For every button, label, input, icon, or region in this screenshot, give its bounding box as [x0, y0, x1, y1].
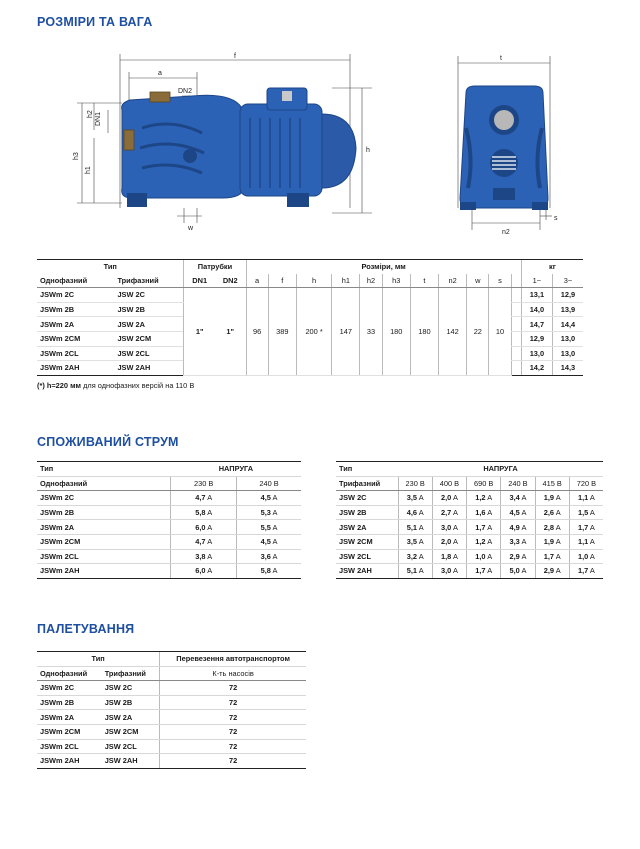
- dims-h: 200 *: [296, 288, 331, 376]
- current-model: JSWm 2C: [37, 491, 171, 506]
- dims-w1: 14,7: [521, 317, 552, 332]
- current-three-type-header: Тип: [336, 462, 398, 477]
- label-dn1: DN1: [95, 111, 102, 126]
- current-value: 2,0: [441, 493, 452, 503]
- current-value: 2,0: [441, 537, 452, 547]
- label-h2: h2: [87, 110, 94, 118]
- unit-label: A: [272, 551, 278, 561]
- current-value: 2,6: [543, 508, 555, 518]
- dims-row-three: JSW 2CM: [114, 331, 184, 346]
- unit-label: A: [452, 522, 458, 532]
- current-value: 1,1: [577, 537, 589, 547]
- section-title-current: СПОЖИВАНИЙ СТРУМ: [37, 435, 179, 449]
- current-value: 2,9: [509, 551, 520, 561]
- current-model: JSWm 2CM: [37, 534, 171, 549]
- dims-w1: 13,0: [521, 346, 552, 361]
- unit-label: A: [589, 508, 595, 518]
- unit-label: A: [521, 537, 527, 547]
- current-model: JSW 2CL: [336, 549, 398, 564]
- pallet-three: JSW 2B: [102, 695, 160, 710]
- dims-h3: 180: [382, 288, 410, 376]
- dims-row-single: JSWm 2CM: [37, 331, 114, 346]
- current-value: 4,7: [195, 493, 206, 503]
- unit-label: A: [452, 493, 458, 503]
- current-value: 4,5: [509, 508, 520, 518]
- current-value: 4,5: [260, 537, 271, 547]
- label-n2: n2: [502, 229, 510, 236]
- pallet-single: JSWm 2A: [37, 710, 102, 725]
- current-value: 1,0: [475, 551, 486, 561]
- current-value: 5,3: [260, 508, 271, 518]
- dims-w3: 14,3: [552, 361, 583, 376]
- current-value: 1,7: [475, 522, 486, 532]
- unit-label: A: [487, 508, 493, 518]
- pallet-three: JSW 2A: [102, 710, 160, 725]
- current-value: 2,7: [441, 508, 452, 518]
- volt-col: 720 В: [569, 476, 603, 491]
- unit-label: A: [487, 493, 493, 503]
- unit-label: A: [452, 551, 458, 561]
- col-h: h: [296, 274, 331, 288]
- current-value: 3,3: [509, 537, 520, 547]
- unit-label: A: [418, 493, 424, 503]
- dims-dn2: 1": [215, 288, 246, 376]
- col-w: w: [467, 274, 489, 288]
- dims-f: 389: [268, 288, 296, 376]
- current-value: 1,1: [577, 493, 589, 503]
- label-s: s: [554, 215, 558, 222]
- unit-label: A: [487, 551, 493, 561]
- current-value: 3,6: [260, 551, 271, 561]
- unit-label: A: [521, 493, 527, 503]
- dims-type-header: Тип: [37, 260, 184, 274]
- section-title-pallet: ПАЛЕТУВАННЯ: [37, 622, 135, 636]
- dims-footnote: [37, 381, 194, 390]
- unit-label: A: [452, 508, 458, 518]
- current-model: JSW 2AH: [336, 564, 398, 579]
- current-value: 5,1: [406, 566, 418, 576]
- unit-label: A: [418, 508, 424, 518]
- current-value: 3,5: [406, 493, 418, 503]
- unit-label: A: [589, 522, 595, 532]
- col-dn1: DN1: [184, 274, 215, 288]
- unit-label: A: [555, 493, 561, 503]
- dims-w3: 13,0: [552, 346, 583, 361]
- current-value: 1,7: [543, 551, 555, 561]
- label-h1: h1: [85, 166, 92, 174]
- label-t: t: [500, 55, 502, 62]
- dims-n2: 142: [439, 288, 467, 376]
- label-w: w: [188, 225, 194, 232]
- col-f: f: [268, 274, 296, 288]
- dims-h2: 33: [360, 288, 382, 376]
- current-three-sub-header: Трифазний: [336, 476, 398, 491]
- current-value: 4,7: [195, 537, 206, 547]
- volt-col: 415 В: [535, 476, 569, 491]
- current-value: 3,0: [441, 522, 452, 532]
- unit-label: A: [207, 493, 213, 503]
- pallet-qty-header: К-ть насосів: [160, 666, 306, 681]
- current-three-table: [336, 461, 603, 579]
- current-value: 5,5: [260, 522, 271, 532]
- unit-label: A: [555, 537, 561, 547]
- col-a: a: [246, 274, 268, 288]
- dims-w3: 13,0: [552, 331, 583, 346]
- unit-label: A: [207, 566, 213, 576]
- current-value: 1,7: [577, 566, 589, 576]
- dims-w3: 14,4: [552, 317, 583, 332]
- dims-w3: 13,9: [552, 302, 583, 317]
- current-value: 5,8: [195, 508, 206, 518]
- pump-side-view-diagram: [72, 48, 382, 238]
- current-model: JSWm 2AH: [37, 564, 171, 579]
- pallet-single: JSWm 2B: [37, 695, 102, 710]
- dims-row-single: JSWm 2C: [37, 288, 114, 303]
- col-single: Однофазний: [37, 274, 114, 288]
- dims-row-single: JSWm 2CL: [37, 346, 114, 361]
- unit-label: A: [521, 566, 527, 576]
- dims-table: [37, 259, 583, 376]
- pallet-three: JSW 2CL: [102, 739, 160, 754]
- unit-label: A: [521, 551, 527, 561]
- dims-footnote-text: для однофазних версій на 110 В: [81, 381, 195, 390]
- dims-row-single: JSWm 2B: [37, 302, 114, 317]
- col-w3: 3~: [552, 274, 583, 288]
- pallet-three: JSW 2CM: [102, 724, 160, 739]
- col-h3: h3: [382, 274, 410, 288]
- current-model: JSW 2A: [336, 520, 398, 535]
- current-value: 2,9: [543, 566, 555, 576]
- pallet-single: JSWm 2CM: [37, 724, 102, 739]
- current-model: JSW 2C: [336, 491, 398, 506]
- current-value: 1,5: [577, 508, 589, 518]
- col-three: Трифазний: [114, 274, 184, 288]
- unit-label: A: [272, 537, 278, 547]
- label-f: f: [234, 53, 236, 60]
- dims-row-three: JSW 2C: [114, 288, 184, 303]
- unit-label: A: [555, 508, 561, 518]
- current-value: 1,9: [543, 493, 555, 503]
- unit-label: A: [555, 566, 561, 576]
- unit-label: A: [589, 537, 595, 547]
- current-value: 3,2: [406, 551, 418, 561]
- dims-a: 96: [246, 288, 268, 376]
- pallet-three: JSW 2C: [102, 681, 160, 696]
- unit-label: A: [207, 537, 213, 547]
- dims-row-three: JSW 2AH: [114, 361, 184, 376]
- pallet-col-three: Трифазний: [102, 666, 160, 681]
- unit-label: A: [589, 493, 595, 503]
- dims-row-three: JSW 2B: [114, 302, 184, 317]
- label-a: a: [158, 70, 162, 77]
- pallet-table: [37, 651, 306, 769]
- pallet-single: JSWm 2C: [37, 681, 102, 696]
- current-value: 4,5: [260, 493, 271, 503]
- current-model: JSWm 2B: [37, 505, 171, 520]
- current-value: 3,8: [195, 551, 206, 561]
- pallet-qty: 72: [160, 754, 306, 769]
- unit-label: A: [452, 537, 458, 547]
- volt-col: 400 В: [432, 476, 466, 491]
- dims-w: 22: [467, 288, 489, 376]
- unit-label: A: [418, 551, 424, 561]
- pallet-qty: 72: [160, 681, 306, 696]
- label-h3: h3: [73, 152, 80, 160]
- pallet-three: JSW 2AH: [102, 754, 160, 769]
- volt-col: 240 В: [237, 476, 301, 491]
- unit-label: A: [418, 537, 424, 547]
- label-h: h: [366, 147, 370, 154]
- pallet-col-single: Однофазний: [37, 666, 102, 681]
- dims-h1: 147: [332, 288, 360, 376]
- pallet-qty: 72: [160, 724, 306, 739]
- unit-label: A: [589, 566, 595, 576]
- dims-w1: 14,0: [521, 302, 552, 317]
- col-s: s: [489, 274, 511, 288]
- current-value: 1,7: [577, 522, 589, 532]
- current-value: 1,0: [577, 551, 589, 561]
- current-value: 5,1: [406, 522, 418, 532]
- dims-row-three: JSW 2CL: [114, 346, 184, 361]
- pallet-qty: 72: [160, 739, 306, 754]
- col-h2: h2: [360, 274, 382, 288]
- dims-row-single: JSWm 2A: [37, 317, 114, 332]
- dims-s: 10: [489, 288, 511, 376]
- volt-col: 230 В: [171, 476, 237, 491]
- pallet-single: JSWm 2CL: [37, 739, 102, 754]
- current-single-sub-header: Однофазний: [37, 476, 171, 491]
- dims-w3: 12,9: [552, 288, 583, 303]
- current-value: 5,0: [509, 566, 520, 576]
- unit-label: A: [207, 508, 213, 518]
- current-value: 3,0: [441, 566, 452, 576]
- unit-label: A: [452, 566, 458, 576]
- dims-footnote-bold: (*) h=220 мм: [37, 381, 82, 390]
- unit-label: A: [555, 551, 561, 561]
- unit-label: A: [521, 522, 527, 532]
- col-dn2: DN2: [215, 274, 246, 288]
- current-value: 1,7: [475, 566, 486, 576]
- current-value: 1,9: [543, 537, 555, 547]
- current-single-voltage-header: НАПРУГА: [171, 462, 301, 477]
- dims-w1: 12,9: [521, 331, 552, 346]
- current-value: 1,6: [475, 508, 486, 518]
- unit-label: A: [555, 522, 561, 532]
- current-value: 5,8: [260, 566, 271, 576]
- unit-label: A: [487, 566, 493, 576]
- unit-label: A: [207, 551, 213, 561]
- current-model: JSWm 2A: [37, 520, 171, 535]
- dims-sizes-header: Розміри, мм: [246, 260, 521, 274]
- pallet-transport-header: Перевезення автотранспортом: [160, 652, 306, 667]
- unit-label: A: [487, 537, 493, 547]
- dims-ports-header: Патрубки: [184, 260, 246, 274]
- pallet-qty: 72: [160, 695, 306, 710]
- dims-w1: 13,1: [521, 288, 552, 303]
- unit-label: A: [272, 493, 278, 503]
- pallet-qty: 72: [160, 710, 306, 725]
- current-value: 1,2: [475, 537, 486, 547]
- dims-w1: 14,2: [521, 361, 552, 376]
- col-w1: 1~: [521, 274, 552, 288]
- label-dn2: DN2: [178, 88, 193, 95]
- dims-t: 180: [410, 288, 438, 376]
- current-value: 2,8: [543, 522, 555, 532]
- dims-weight-header: кг: [521, 260, 583, 274]
- col-n2: n2: [439, 274, 467, 288]
- unit-label: A: [418, 522, 424, 532]
- current-three-voltage-header: НАПРУГА: [398, 462, 603, 477]
- pallet-type-header: Тип: [37, 652, 160, 667]
- current-value: 1,2: [475, 493, 486, 503]
- unit-label: A: [272, 508, 278, 518]
- pump-front-view-diagram: [430, 48, 570, 240]
- current-value: 4,6: [406, 508, 418, 518]
- dims-row-three: JSW 2A: [114, 317, 184, 332]
- unit-label: A: [418, 566, 424, 576]
- unit-label: A: [272, 566, 278, 576]
- current-model: JSWm 2CL: [37, 549, 171, 564]
- current-value: 6,0: [195, 566, 206, 576]
- current-single-table: [37, 461, 301, 579]
- pallet-single: JSWm 2AH: [37, 754, 102, 769]
- volt-col: 240 В: [501, 476, 535, 491]
- dims-dn1: 1": [184, 288, 215, 376]
- current-value: 4,9: [509, 522, 520, 532]
- col-h1: h1: [332, 274, 360, 288]
- current-value: 3,5: [406, 537, 418, 547]
- section-title-dims: РОЗМІРИ ТА ВАГА: [37, 15, 153, 29]
- current-single-type-header: Тип: [37, 462, 171, 477]
- volt-col: 690 В: [467, 476, 501, 491]
- unit-label: A: [272, 522, 278, 532]
- current-value: 3,4: [509, 493, 520, 503]
- current-model: JSW 2B: [336, 505, 398, 520]
- unit-label: A: [521, 508, 527, 518]
- current-value: 6,0: [195, 522, 206, 532]
- current-model: JSW 2CM: [336, 534, 398, 549]
- unit-label: A: [487, 522, 493, 532]
- unit-label: A: [207, 522, 213, 532]
- col-t: t: [410, 274, 438, 288]
- unit-label: A: [589, 551, 595, 561]
- dims-row-single: JSWm 2AH: [37, 361, 114, 376]
- current-value: 1,8: [441, 551, 452, 561]
- volt-col: 230 В: [398, 476, 432, 491]
